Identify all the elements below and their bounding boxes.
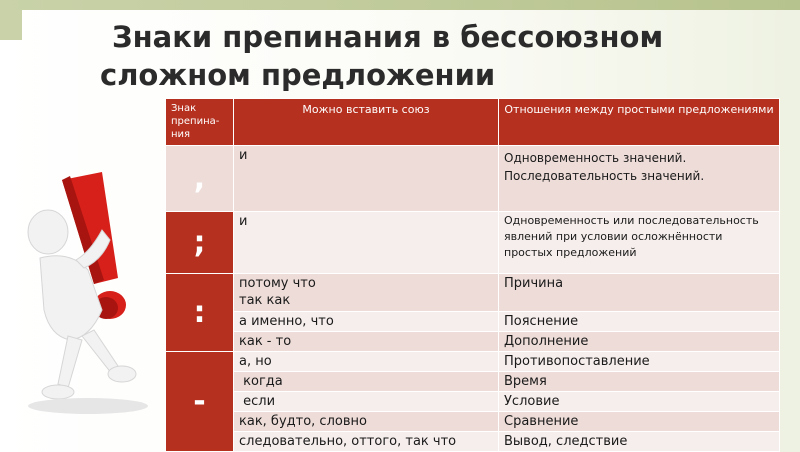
table-row [166,352,780,372]
man-carrying-exclamation-mark-icon [10,160,160,440]
sign-comma: , [166,146,234,212]
union-cell: потому что так как [234,274,499,312]
header-relation: Отношения между простыми предложениями [499,99,780,146]
relation-cell: Одновременность значений. Последовательность значений. [499,146,780,212]
left-accent-bar [0,10,22,40]
table-row [166,412,780,432]
table-row [166,332,780,352]
table-row [166,392,780,412]
top-accent-bar [0,0,800,10]
table-row [166,372,780,392]
header-union: Можно вставить союз [234,99,499,146]
union-cell: когда [234,372,499,392]
table-row [166,432,780,452]
relation-cell: Сравнение [499,412,780,432]
relation-cell: Условие [499,392,780,412]
title-line-1: Знаки препинания в бессоюзном [112,20,664,54]
union-cell: как, будто, словно [234,412,499,432]
union-cell: а, но [234,352,499,372]
header-sign: Знак препина-ния [166,99,234,146]
relation-cell: Вывод, следствие [499,432,780,452]
relation-cell: Дополнение [499,332,780,352]
relation-cell: Причина [499,274,780,312]
slide-title [100,18,790,94]
relation-cell: Время [499,372,780,392]
relation-cell: Пояснение [499,312,780,332]
union-cell: следовательно, оттого, так что [234,432,499,452]
union-cell: если [234,392,499,412]
table-row [166,274,780,312]
union-cell: и [234,212,499,274]
union-cell: а именно, что [234,312,499,332]
table-row [166,212,780,274]
table-row [166,312,780,332]
sign-semicolon: ; [166,212,234,274]
union-cell: как - то [234,332,499,352]
table-header-row [166,99,780,146]
table-row [166,146,780,212]
relation-cell: Одновременность или последовательность явлений при условии осложнённости простых предложений [499,212,780,274]
punctuation-table [165,98,780,452]
sign-dash: - [166,352,234,452]
sign-colon: : [166,274,234,352]
relation-cell: Противопоставление [499,352,780,372]
title-line-2: сложном предложении [100,58,496,92]
union-cell: и [234,146,499,212]
